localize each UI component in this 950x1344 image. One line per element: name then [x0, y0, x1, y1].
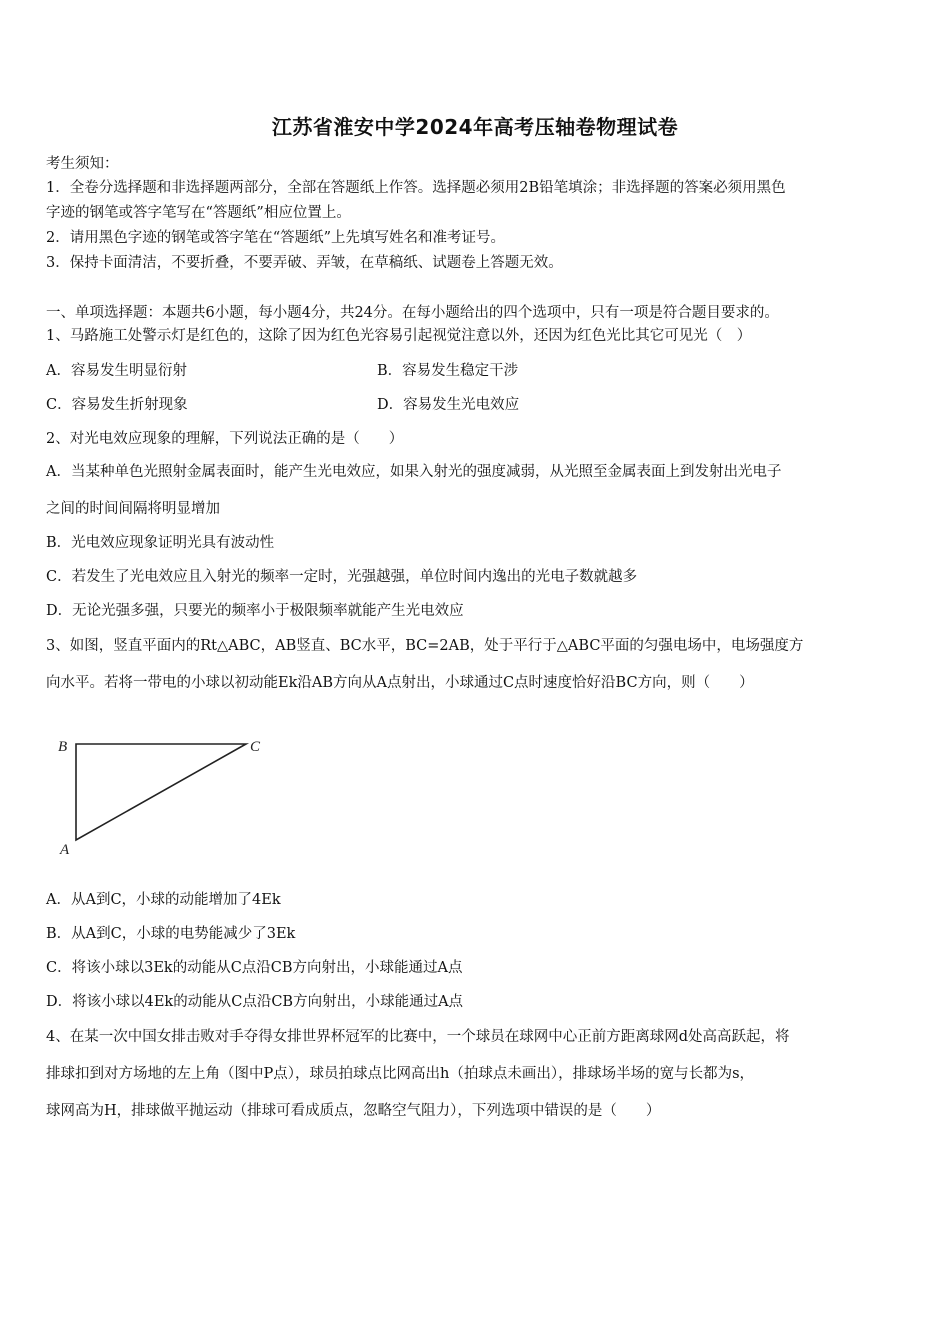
q2-option-b: B．光电效应现象证明光具有波动性	[46, 535, 275, 551]
q2-option-a: A．当某种单色光照射金属表面时，能产生光电效应，如果入射光的强度减弱，从光照至金属表面上到发射出光电子	[46, 464, 782, 480]
q3-stem: 3、如图，竖直平面内的Rt△ABC，AB竖直、BC水平，BC=2AB，处于平行于△ABC平面的匀强电场中，电场强度方	[46, 638, 804, 654]
q1-option-a: A．容易发生明显衍射	[46, 363, 187, 379]
q2-option-a-cont: 之间的时间间隔将明显增加	[46, 501, 220, 517]
notice-item: 字迹的钢笔或答字笔写在“答题纸”相应位置上。	[46, 205, 351, 221]
exam-title: 江苏省淮安中学2024年高考压轴卷物理试卷	[271, 115, 679, 139]
q1-option-b: B．容易发生稳定干涉	[377, 363, 519, 379]
triangle-figure	[52, 728, 282, 860]
q4-stem: 4、在某一次中国女排击败对手夺得女排世界杯冠军的比赛中，一个球员在球网中心正前方距离球网d处高高跃起，将	[46, 1029, 790, 1045]
section-heading: 一、单项选择题：本题共6小题，每小题4分，共24分。在每小题给出的四个选项中，只有一项是符合题目要求的。	[46, 305, 779, 321]
q3-option-c: C．将该小球以3Ek的动能从C点沿CB方向射出，小球能通过A点	[46, 960, 463, 976]
q4-stem-cont: 排球扣到对方场地的左上角（图中P点），球员拍球点比网高出h（拍球点未画出），排球场半场的宽与长都为s，	[46, 1066, 755, 1082]
q1-option-d: D．容易发生光电效应	[377, 397, 520, 413]
q3-option-d: D．将该小球以4Ek的动能从C点沿CB方向射出，小球能通过A点	[46, 994, 464, 1010]
notice-item: 3．保持卡面清洁，不要折叠，不要弄破、弄皱，在草稿纸、试题卷上答题无效。	[46, 255, 563, 271]
q2-option-d: D．无论光强多强，只要光的频率小于极限频率就能产生光电效应	[46, 603, 464, 619]
q3-stem-cont: 向水平。若将一带电的小球以初动能Ek沿AB方向从A点射出，小球通过C点时速度恰好沿BC方向，则（ ）	[46, 675, 754, 691]
triangle-abc	[76, 744, 246, 840]
q2-option-c: C．若发生了光电效应且入射光的频率一定时，光强越强，单位时间内逸出的光电子数就越多	[46, 569, 638, 585]
q3-option-a: A．从A到C，小球的动能增加了4Ek	[46, 892, 281, 908]
q3-option-b: B．从A到C，小球的电势能减少了3Ek	[46, 926, 296, 942]
q4-stem-cont: 球网高为H，排球做平抛运动（排球可看成质点，忽略空气阻力），下列选项中错误的是（ ）	[46, 1103, 661, 1119]
q1-stem: 1、马路施工处警示灯是红色的，这除了因为红色光容易引起视觉注意以外，还因为红色光比其它可见光（ ）	[46, 328, 752, 344]
notice-item: 1．全卷分选择题和非选择题两部分，全部在答题纸上作答。选择题必须用2B铅笔填涂；非选择题的答案必须用黑色	[46, 180, 786, 196]
notice-item: 2．请用黑色字迹的钢笔或答字笔在“答题纸”上先填写姓名和准考证号。	[46, 230, 506, 246]
q1-option-c: C．容易发生折射现象	[46, 397, 188, 413]
label-b: B	[58, 739, 68, 755]
q2-stem: 2、对光电效应现象的理解，下列说法正确的是（ ）	[46, 431, 404, 447]
notice-heading: 考生须知：	[46, 156, 119, 172]
label-c: C	[250, 739, 261, 755]
label-a: A	[60, 842, 70, 858]
